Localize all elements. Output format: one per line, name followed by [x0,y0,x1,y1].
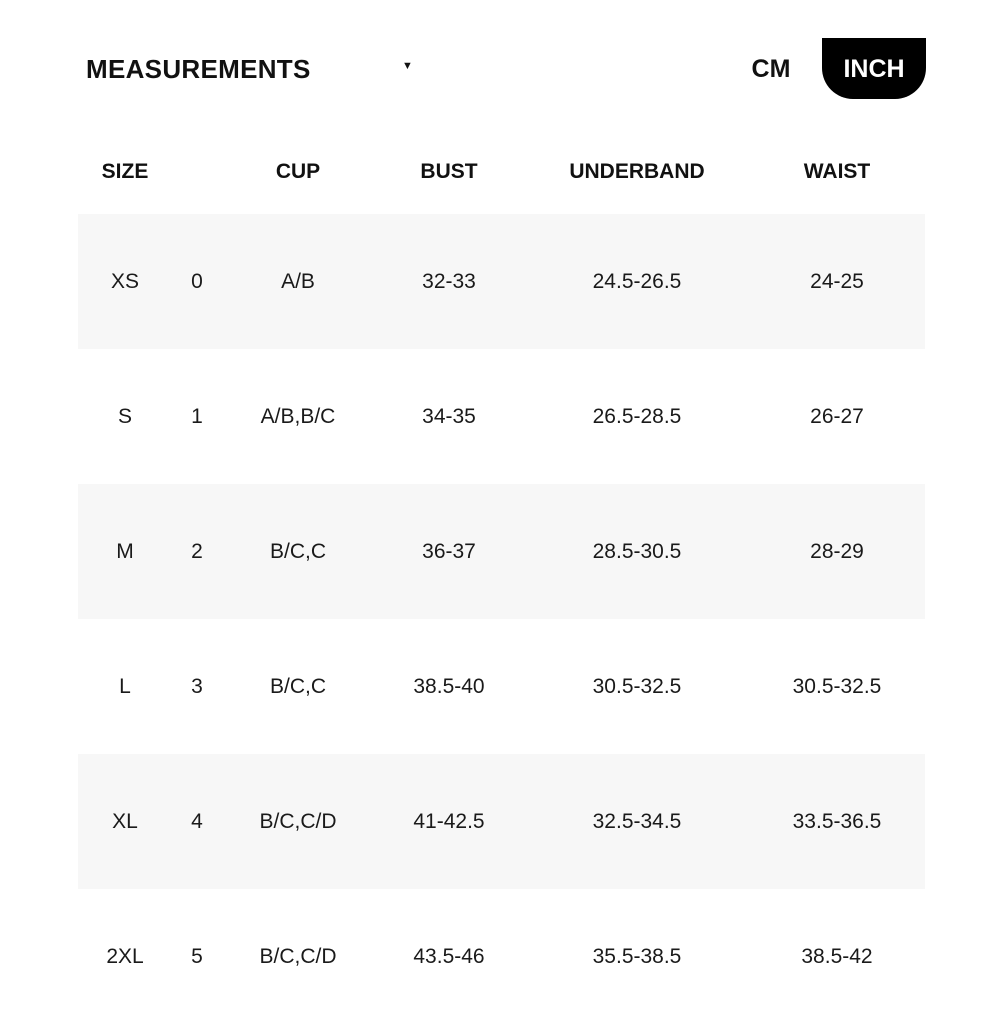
column-header-waist: WAIST [803,160,871,183]
column-header-size: SIZE [101,160,149,183]
cell-size-number: 5 [191,945,203,968]
column-header-underband: UNDERBAND [569,160,705,183]
cell-size: L [119,675,131,698]
column-header-cup: CUP [275,160,321,183]
caret-down-icon: ▼ [402,60,413,72]
unit-toggle-inch[interactable]: INCH [822,38,926,99]
table-row [78,619,925,754]
cell-underband: 32.5-34.5 [592,810,682,833]
measurements-dropdown-label: MEASUREMENTS [86,54,311,84]
cell-size: M [116,540,134,563]
table-row [78,484,925,619]
unit-toggle-cm[interactable]: CM [751,55,791,83]
cell-cup: A/B [281,270,315,293]
table-header-row [78,140,925,214]
table-body [78,214,925,1024]
table-row [78,754,925,889]
cell-waist: 30.5-32.5 [792,675,882,698]
cell-underband: 26.5-28.5 [592,405,682,428]
cell-bust: 34-35 [422,405,476,428]
cell-waist: 24-25 [810,270,864,293]
cell-size: 2XL [106,945,144,968]
cell-size-number: 2 [191,540,203,563]
cell-cup: B/C,C [269,540,327,563]
cell-waist: 38.5-42 [801,945,873,968]
cell-cup: B/C,C/D [259,945,337,968]
cell-underband: 30.5-32.5 [592,675,682,698]
cell-bust: 36-37 [422,540,476,563]
cell-bust: 32-33 [422,270,476,293]
table-row [78,214,925,349]
table-row [78,889,925,1024]
cell-underband: 24.5-26.5 [592,270,682,293]
cell-bust: 38.5-40 [413,675,485,698]
cell-waist: 28-29 [810,540,864,563]
cell-cup: B/C,C [269,675,327,698]
cell-size-number: 3 [191,675,203,698]
cell-waist: 33.5-36.5 [792,810,882,833]
cell-cup: A/B,B/C [260,405,336,428]
cell-size-number: 4 [191,810,203,833]
measurements-dropdown[interactable] [86,48,416,88]
column-header-bust: BUST [420,160,478,183]
cell-size-number: 1 [191,405,203,428]
size-chart-table [78,140,925,968]
cell-size: XL [112,810,138,833]
cell-cup: B/C,C/D [259,810,337,833]
cell-underband: 28.5-30.5 [592,540,682,563]
size-guide-header [0,0,1000,120]
cell-size: S [117,405,133,428]
cell-bust: 41-42.5 [413,810,485,833]
cell-waist: 26-27 [810,405,864,428]
table-row [78,349,925,484]
cell-size: XS [110,270,140,293]
cell-underband: 35.5-38.5 [592,945,682,968]
cell-bust: 43.5-46 [413,945,485,968]
cell-size-number: 0 [191,270,203,293]
